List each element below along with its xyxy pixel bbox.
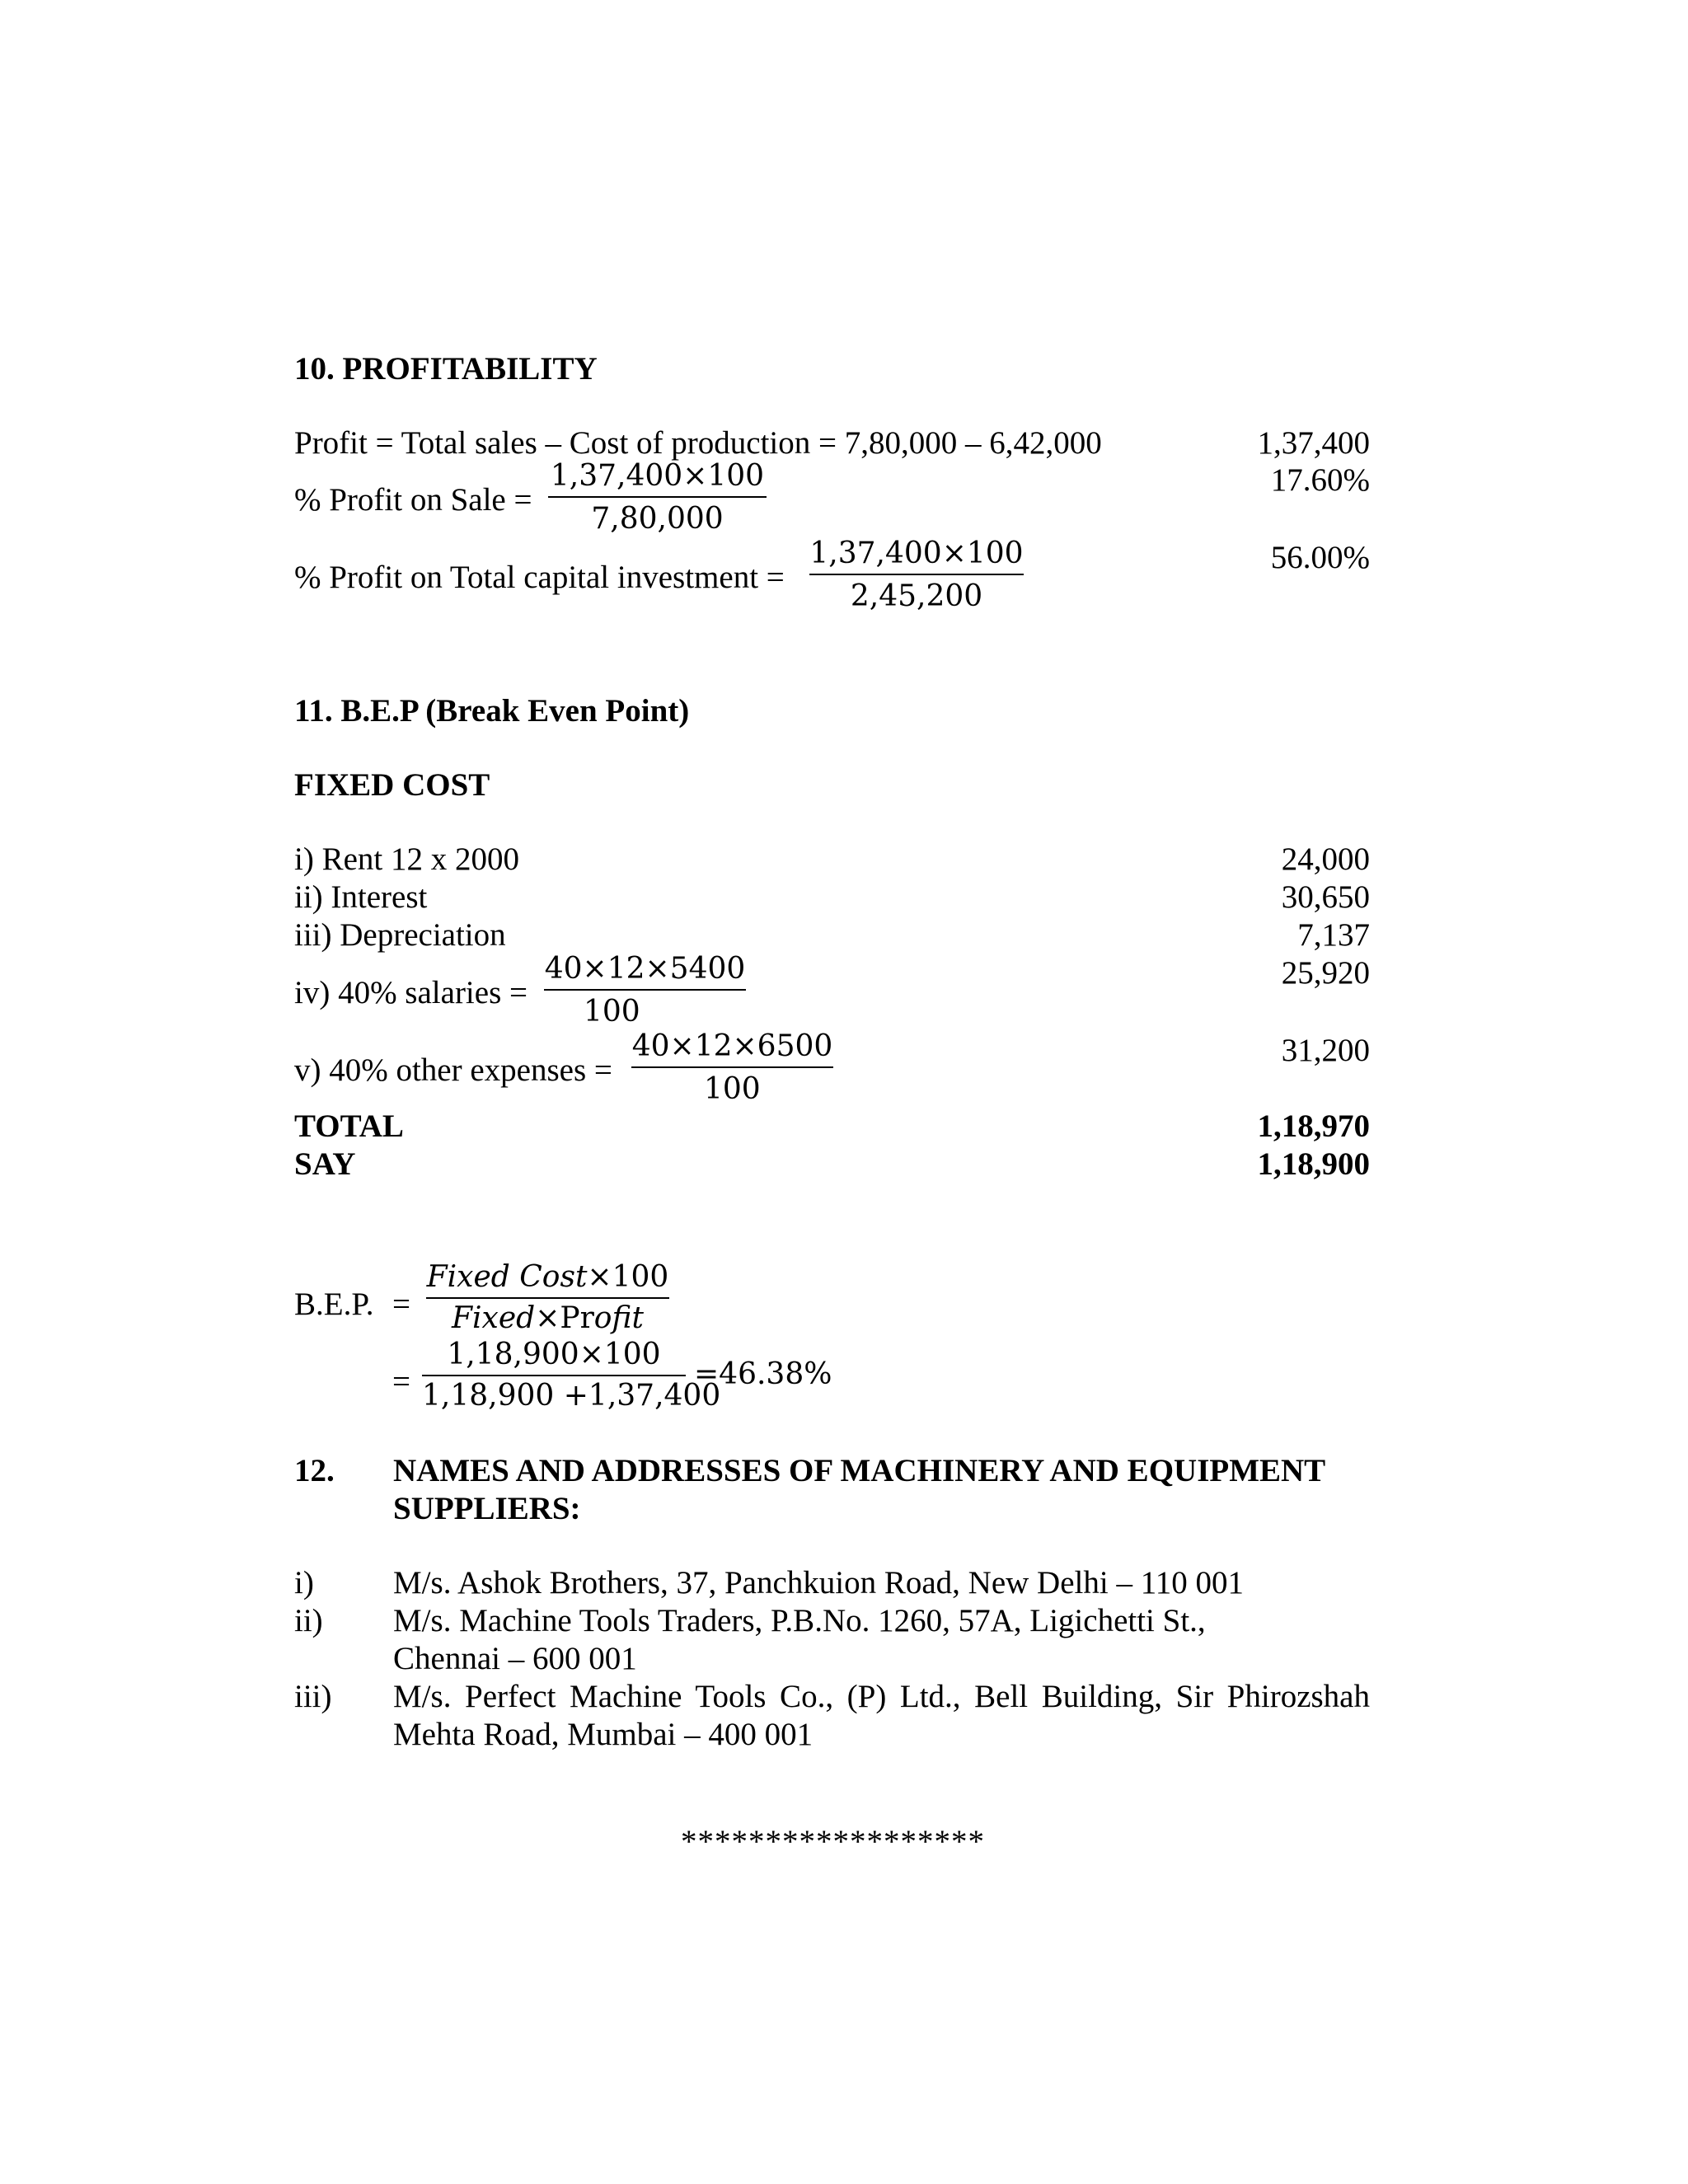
fixed-cost-item-value: 24,000 [1281, 841, 1370, 877]
supplier-marker: iii) [294, 1679, 332, 1714]
bep-calculation-fraction [422, 1337, 721, 1415]
profit-on-sale-fraction [548, 458, 767, 536]
supplier-address: M/s. Machine Tools Traders, P.B.No. 1260, 57A, Ligichetti St., [393, 1603, 1206, 1638]
fraction-bar [809, 574, 1024, 575]
bep-result: =46.38% [694, 1357, 832, 1391]
profit-on-capital-label: % Profit on Total capital investment = [294, 560, 785, 595]
fixed-cost-item-label: iii) Depreciation [294, 917, 506, 953]
fraction-denominator: 2,45,200 [850, 579, 983, 613]
fraction-bar [426, 1297, 669, 1299]
fraction-denominator: 7,80,000 [591, 502, 724, 536]
total-label: TOTAL [294, 1108, 404, 1144]
total-value: 1,18,970 [1257, 1108, 1370, 1144]
section-11-heading: 11. B.E.P (Break Even Point) [294, 693, 690, 729]
fraction-bar [548, 496, 767, 498]
fraction-bar [422, 1375, 686, 1376]
supplier-marker: i) [294, 1565, 314, 1601]
supplier-address-cont: Mehta Road, Mumbai – 400 001 [393, 1717, 814, 1752]
fixed-cost-item-value: 7,137 [1297, 917, 1370, 953]
profit-on-capital-fraction [809, 536, 1024, 613]
fraction-numerator [426, 1260, 669, 1294]
bep-formula-fraction [426, 1259, 669, 1338]
salaries-fraction [544, 951, 746, 1029]
fixed-cost-item-label: i) Rent 12 x 2000 [294, 841, 519, 877]
section-10-heading: 10. PROFITABILITY [294, 351, 598, 387]
fraction-bar [544, 989, 746, 991]
profit-on-capital-value: 56.00% [1270, 540, 1370, 575]
equals-sign: = [392, 1286, 410, 1322]
footer-separator: ****************** [681, 1824, 985, 1859]
fraction-numerator: 1,18,900×100 [447, 1338, 661, 1371]
other-expenses-fraction [631, 1029, 833, 1106]
profit-on-sale-value: 17.60% [1270, 462, 1370, 498]
equals-sign: = [392, 1364, 410, 1399]
bep-label: B.E.P. [294, 1286, 374, 1322]
profit-on-sale-label: % Profit on Sale = [294, 482, 532, 518]
say-value: 1,18,900 [1257, 1146, 1370, 1182]
fixed-cost-item-value: 25,920 [1281, 955, 1370, 991]
fraction-denominator: 1,18,900 +1,37,400 [422, 1379, 721, 1413]
say-label: SAY [294, 1146, 356, 1182]
numerator-term: Fixed Cost [426, 1260, 588, 1294]
denominator-operator: ×Pr [535, 1301, 594, 1335]
supplier-address: M/s. Ashok Brothers, 37, Panchkuion Road, New Delhi – 110 001 [393, 1565, 1244, 1601]
numerator-factor: ×100 [587, 1260, 669, 1294]
section-12-heading-cont: SUPPLIERS: [393, 1491, 581, 1526]
denominator-term: Fixed [452, 1301, 536, 1335]
fraction-denominator: 100 [704, 1072, 761, 1106]
section-12-number: 12. [294, 1453, 335, 1488]
fraction-numerator: 1,37,400×100 [809, 537, 1024, 570]
fraction-numerator: 40×12×6500 [631, 1029, 833, 1063]
fraction-bar [631, 1066, 833, 1068]
fixed-cost-item-label: ii) Interest [294, 879, 428, 915]
profit-formula: Profit = Total sales – Cost of production = 7,80,000 – 6,42,000 [294, 425, 1102, 461]
fraction-denominator: 100 [584, 995, 640, 1029]
fraction-denominator [426, 1301, 669, 1335]
fraction-numerator: 40×12×5400 [544, 952, 746, 986]
denominator-term-end: ofit [593, 1301, 644, 1335]
section-12-heading: NAMES AND ADDRESSES OF MACHINERY AND EQUIPMENT [393, 1453, 1326, 1488]
fraction-numerator: 1,37,400×100 [550, 459, 765, 493]
fixed-cost-item-label: v) 40% other expenses = [294, 1052, 612, 1088]
supplier-address-cont: Chennai – 600 001 [393, 1641, 637, 1676]
profit-value: 1,37,400 [1257, 425, 1370, 461]
fixed-cost-heading: FIXED COST [294, 767, 490, 803]
fixed-cost-item-label: iv) 40% salaries = [294, 975, 528, 1010]
supplier-address: M/s. Perfect Machine Tools Co., (P) Ltd., Bell Building, Sir Phirozshah [393, 1679, 1370, 1714]
fixed-cost-item-value: 30,650 [1281, 879, 1370, 915]
fixed-cost-item-value: 31,200 [1281, 1033, 1370, 1068]
supplier-marker: ii) [294, 1603, 323, 1638]
